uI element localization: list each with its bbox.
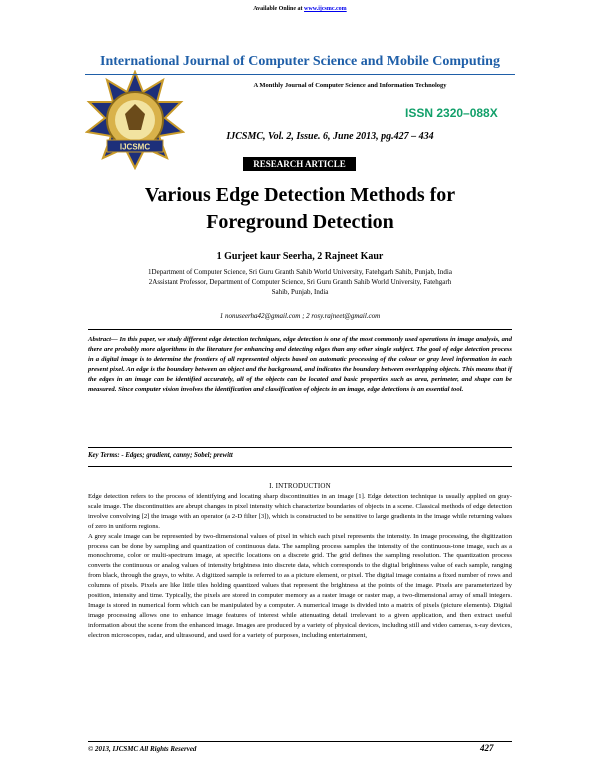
affiliation-2-line2: Sahib, Punjab, India xyxy=(271,288,329,296)
page-number: 427 xyxy=(480,743,494,753)
introduction-body xyxy=(88,492,512,641)
key-terms-rule xyxy=(88,466,512,467)
affiliation-2-line1: 2Assistant Professor, Department of Computer Science, Sri Guru Granth Sahib World University, Fatehgarh xyxy=(148,278,452,286)
intro-paragraph-2: A grey scale image can be represented by two-dimensional values of pixel in which each pixel represents the intensity. In image processing, the digitization process can be done by sampling and quantization of continuous data. The sampling process samples the intensity of the continuous-tone image, such as a monochrome, color or multi-spectrum image, at specific locations on a discrete grid. The grid defines the sampling resolution. The quantization process converts the continuous or analog values of intensity brightness into discrete data, which corresponds to the digital brightness value of each sample, ranging from black, through the grays, to white. A digitized sample is referred to as a picture element, or pixel. The digital image contains a fixed number of rows and columns of pixels. Pixels are like little tiles holding quantized values that represent the brightness at the points of the image. Pixels are parameterized by position, intensity and time. Typically, the pixels are stored in computer memory as a raster image or raster map, a two-dimensional array of small integers. Image is stored in numerical form which can be manipulated by a computer. A numerical image is divided into a matrix of pixels (picture elements). Digital image processing allows one to enhance image features of interest while attenuating detail irrelevant to a given application, and then extract useful information about the scene from the enhanced image. Images are produced by a variety of physical devices, including still and video cameras, x-ray devices, electron microscopes, radar, and ultrasound, and used for a variety of purposes, including entertainment, xyxy=(88,532,512,639)
logo-lettering: IJCSMC xyxy=(119,142,151,152)
journal-logo xyxy=(85,70,185,170)
key-terms: Key Terms: - Edges; gradient, canny; Sobel; prewitt xyxy=(88,452,233,459)
abstract-text: Abstract— In this paper, we study different edge detection techniques, edge detection is one of the most commonly used operations in image analysis, and there are probably more algorithms in the literature for enhancing and detecting edges than any other single subject. The goal of edge detection process in a digital image is to determine the frontiers of all represented objects based on automatic processing of the colour or gray level information in each present pixel. An edge is the boundary between an object and the background, and indicates the boundary between overlapping objects. This means that if the edges in an image can be identified accurately, all of the objects can be located and basic properties such as area, perimeter, and shape can be measured. Since computer vision involves the identification and classification of objects in an image, edge detections is an essential tool. xyxy=(88,336,512,393)
journal-name-rule xyxy=(85,74,515,75)
paper-title-line2: Foreground Detection xyxy=(206,211,394,233)
availability-prefix: Available Online at xyxy=(253,6,305,12)
journal-name: International Journal of Computer Science and Mobile Computing xyxy=(100,54,500,69)
paper-title-line1: Various Edge Detection Methods for xyxy=(144,184,456,206)
abstract-top-rule xyxy=(88,329,512,330)
journal-subtitle: A Monthly Journal of Computer Science and Information Technology xyxy=(253,82,447,89)
author-emails: 1 nonuseerha42@gmail.com ; 2 rosy.rajneet@gmail.com xyxy=(219,312,381,320)
affiliation-2 xyxy=(95,277,505,297)
volume-info: IJCSMC, Vol. 2, Issue. 6, June 2013, pg.427 – 434 xyxy=(226,131,434,142)
copyright-notice: © 2013, IJCSMC All Rights Reserved xyxy=(88,745,197,753)
issn-number: ISSN 2320–088X xyxy=(405,106,498,120)
paper-authors: 1 Gurjeet kaur Seerha, 2 Rajneet Kaur xyxy=(216,251,384,262)
abstract-bottom-rule xyxy=(88,447,512,448)
journal-website-link[interactable]: www.ijcsmc.com xyxy=(304,6,347,12)
intro-paragraph-1: Edge detection refers to the process of identifying and locating sharp discontinuities in an image [1]. Edge detection technique is usually applied on gray-scale image. The discontinuities are abrupt changes in pixel intensity which characterize boundaries of objects in a scene. Classical methods of edge detection involve convolving [2] the image with an operator (a 2-D filter [3]), which is constructed to be sensitive to large gradients in the image while returning values of zero in uniform regions. xyxy=(88,493,512,530)
availability-note xyxy=(0,6,600,12)
paper-title xyxy=(60,182,540,236)
affiliation-1: 1Department of Computer Science, Sri Guru Granth Sahib World University, Fatehgarh Sahib, Punjab, India xyxy=(148,268,452,276)
section-heading-introduction: I. INTRODUCTION xyxy=(269,482,331,490)
article-type-badge: RESEARCH ARTICLE xyxy=(243,157,356,171)
footer-rule xyxy=(88,741,512,742)
